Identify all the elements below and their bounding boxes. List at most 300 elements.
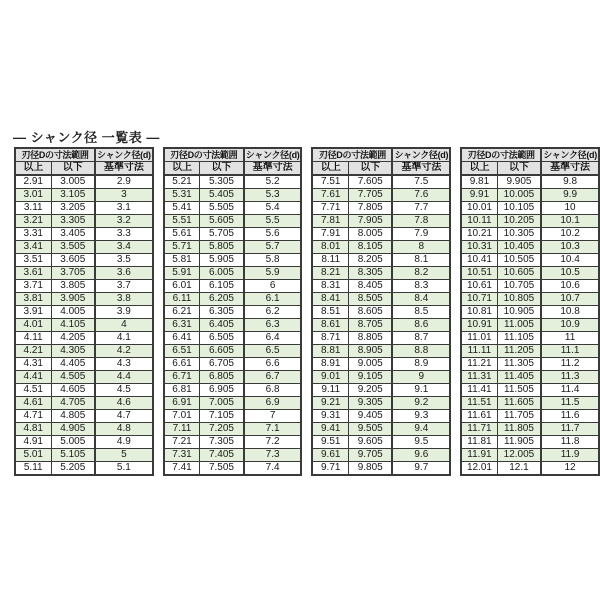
cell-max: 11.005 [497,319,541,332]
cell-standard: 6.7 [244,371,302,384]
cell-standard: 5.6 [244,228,302,241]
shank-size-table-1 [14,147,154,476]
cell-max: 8.905 [348,345,392,358]
table-row [461,423,599,436]
cell-standard: 9.4 [392,423,450,436]
cell-standard: 3.5 [95,254,153,267]
cell-max: 6.705 [200,358,244,371]
cell-max: 10.405 [497,241,541,254]
cell-standard: 6.9 [244,397,302,410]
table-row [461,397,599,410]
cell-min: 11.41 [461,384,497,397]
table-row [164,306,302,319]
cell-max: 10.005 [497,189,541,202]
table-row [461,293,599,306]
cell-max: 8.805 [348,332,392,345]
cell-min: 8.71 [312,332,348,345]
table-row [15,423,153,436]
table-row [461,436,599,449]
header-min: 以上 [461,162,497,176]
cell-standard: 5.9 [244,267,302,280]
cell-standard: 11.4 [541,384,599,397]
cell-max: 4.205 [51,332,95,345]
header-max: 以下 [200,162,244,176]
cell-standard: 5.4 [244,202,302,215]
table-row [312,306,450,319]
cell-max: 4.905 [51,423,95,436]
header-range-group: 刃径Dの寸法範囲 [312,148,392,162]
cell-max: 5.605 [200,215,244,228]
table-row [164,371,302,384]
cell-max: 5.005 [51,436,95,449]
cell-max: 6.305 [200,306,244,319]
cell-min: 9.01 [312,371,348,384]
cell-standard: 7.4 [244,462,302,476]
cell-max: 4.705 [51,397,95,410]
header-group-row [15,148,153,162]
cell-standard: 4.8 [95,423,153,436]
table-row [312,449,450,462]
cell-min: 6.71 [164,371,200,384]
cell-standard: 3.9 [95,306,153,319]
cell-min: 10.61 [461,280,497,293]
cell-min: 9.41 [312,423,348,436]
cell-max: 7.105 [200,410,244,423]
cell-min: 10.11 [461,215,497,228]
table-row [164,202,302,215]
cell-max: 6.405 [200,319,244,332]
cell-max: 11.605 [497,397,541,410]
table-row [461,449,599,462]
header-standard: 基準寸法 [244,162,302,176]
cell-min: 6.91 [164,397,200,410]
table-row [164,462,302,476]
header-shank-group: シャンク径(d) [245,149,300,160]
cell-standard: 6.8 [244,384,302,397]
header-standard: 基準寸法 [541,162,599,176]
table-row [312,436,450,449]
table-row [461,267,599,280]
table-row [461,306,599,319]
cell-min: 6.61 [164,358,200,371]
cell-min: 4.31 [15,358,51,371]
table-row [15,397,153,410]
table-row [312,319,450,332]
cell-min: 10.21 [461,228,497,241]
header-range-group: 刃径Dの寸法範囲 [461,148,541,162]
cell-standard: 10.9 [541,319,599,332]
cell-max: 9.905 [497,175,541,189]
header-sub-row [461,162,599,176]
cell-min: 3.01 [15,189,51,202]
cell-max: 7.705 [348,189,392,202]
cell-max: 3.805 [51,280,95,293]
table-row [15,175,153,189]
cell-standard: 6.5 [244,345,302,358]
cell-standard: 7.9 [392,228,450,241]
cell-standard: 10.6 [541,280,599,293]
cell-min: 8.21 [312,267,348,280]
header-min: 以上 [312,162,348,176]
cell-max: 5.705 [200,228,244,241]
cell-min: 11.21 [461,358,497,371]
table-row [164,410,302,423]
table-row [164,358,302,371]
cell-min: 4.51 [15,384,51,397]
cell-standard: 11.2 [541,358,599,371]
cell-min: 9.91 [461,189,497,202]
cell-max: 10.105 [497,202,541,215]
cell-standard: 8 [392,241,450,254]
cell-max: 3.305 [51,215,95,228]
cell-min: 6.81 [164,384,200,397]
cell-standard: 6.4 [244,332,302,345]
table-row [461,189,599,202]
cell-standard: 9.7 [392,462,450,476]
table-row [15,449,153,462]
cell-standard: 8.5 [392,306,450,319]
table-row [15,462,153,476]
cell-standard: 11.8 [541,436,599,449]
table-row [312,280,450,293]
cell-max: 6.105 [200,280,244,293]
cell-standard: 9.9 [541,189,599,202]
table-row [312,397,450,410]
cell-max: 3.905 [51,293,95,306]
cell-max: 9.005 [348,358,392,371]
cell-min: 3.71 [15,280,51,293]
cell-standard: 8.2 [392,267,450,280]
table-row [461,202,599,215]
cell-max: 5.505 [200,202,244,215]
shank-size-table-3 [311,147,451,476]
cell-max: 6.505 [200,332,244,345]
cell-min: 4.11 [15,332,51,345]
cell-min: 5.11 [15,462,51,476]
cell-standard: 11.5 [541,397,599,410]
cell-min: 4.61 [15,397,51,410]
header-shank-group: シャンク径(d) [97,149,151,160]
table-row [461,254,599,267]
cell-min: 3.51 [15,254,51,267]
cell-standard: 11.1 [541,345,599,358]
cell-min: 11.81 [461,436,497,449]
tables-row [14,147,600,476]
header-shank-group: シャンク径(d) [543,149,597,160]
cell-min: 4.91 [15,436,51,449]
cell-max: 3.105 [51,189,95,202]
cell-min: 5.61 [164,228,200,241]
cell-min: 6.01 [164,280,200,293]
cell-max: 8.005 [348,228,392,241]
cell-max: 8.605 [348,306,392,319]
cell-standard: 10.4 [541,254,599,267]
cell-min: 5.41 [164,202,200,215]
cell-max: 9.505 [348,423,392,436]
cell-standard: 7.3 [244,449,302,462]
cell-min: 11.01 [461,332,497,345]
cell-min: 11.11 [461,345,497,358]
cell-standard: 8.1 [392,254,450,267]
cell-standard: 3.3 [95,228,153,241]
table-row [461,332,599,345]
cell-standard: 3.2 [95,215,153,228]
cell-max: 6.605 [200,345,244,358]
cell-min: 2.91 [15,175,51,189]
cell-min: 3.21 [15,215,51,228]
cell-standard: 8.8 [392,345,450,358]
cell-min: 5.81 [164,254,200,267]
table-row [461,371,599,384]
cell-max: 11.405 [497,371,541,384]
cell-max: 9.605 [348,436,392,449]
cell-max: 12.1 [497,462,541,476]
table-row [312,384,450,397]
cell-standard: 11.7 [541,423,599,436]
cell-min: 10.81 [461,306,497,319]
table-row [164,345,302,358]
table-row [164,254,302,267]
table-row [461,358,599,371]
cell-max: 7.305 [200,436,244,449]
cell-min: 8.81 [312,345,348,358]
cell-max: 11.105 [497,332,541,345]
cell-min: 4.01 [15,319,51,332]
cell-max: 7.605 [348,175,392,189]
cell-min: 10.31 [461,241,497,254]
cell-max: 9.805 [348,462,392,476]
cell-max: 9.205 [348,384,392,397]
cell-min: 9.81 [461,175,497,189]
cell-standard: 8.6 [392,319,450,332]
cell-standard: 5.8 [244,254,302,267]
cell-max: 5.405 [200,189,244,202]
table-row [15,371,153,384]
cell-min: 10.01 [461,202,497,215]
table-row [312,175,450,189]
cell-min: 12.01 [461,462,497,476]
table-row [461,319,599,332]
table-row [312,254,450,267]
table-row [15,410,153,423]
header-sub-row [164,162,302,176]
cell-max: 4.405 [51,358,95,371]
cell-min: 8.51 [312,306,348,319]
header-group-row [461,148,599,162]
table-row [164,332,302,345]
table-row [312,202,450,215]
cell-standard: 6 [244,280,302,293]
cell-min: 7.91 [312,228,348,241]
cell-standard: 9.3 [392,410,450,423]
cell-max: 9.405 [348,410,392,423]
cell-max: 5.305 [200,175,244,189]
cell-standard: 11.6 [541,410,599,423]
cell-min: 3.91 [15,306,51,319]
table-row [164,319,302,332]
cell-max: 3.605 [51,254,95,267]
table-row [312,371,450,384]
page-title: — シャンク径 一覧表 — [13,130,160,145]
cell-standard: 4.7 [95,410,153,423]
header-standard: 基準寸法 [392,162,450,176]
table-row [15,345,153,358]
cell-standard: 3.4 [95,241,153,254]
cell-min: 10.71 [461,293,497,306]
cell-min: 7.71 [312,202,348,215]
table-row [15,228,153,241]
table-row [164,228,302,241]
cell-min: 8.91 [312,358,348,371]
cell-standard: 4.9 [95,436,153,449]
cell-min: 5.51 [164,215,200,228]
cell-max: 8.105 [348,241,392,254]
cell-standard: 6.2 [244,306,302,319]
cell-standard: 4.2 [95,345,153,358]
table-row [164,267,302,280]
cell-min: 10.51 [461,267,497,280]
cell-min: 11.51 [461,397,497,410]
cell-min: 11.71 [461,423,497,436]
table-row [164,436,302,449]
cell-standard: 10 [541,202,599,215]
cell-max: 5.805 [200,241,244,254]
cell-standard: 9.1 [392,384,450,397]
cell-standard: 5.1 [95,462,153,476]
table-row [15,306,153,319]
cell-standard: 2.9 [95,175,153,189]
cell-max: 7.505 [200,462,244,476]
cell-max: 8.705 [348,319,392,332]
cell-max: 6.205 [200,293,244,306]
table-row [312,293,450,306]
cell-max: 12.005 [497,449,541,462]
cell-min: 8.31 [312,280,348,293]
cell-standard: 7.8 [392,215,450,228]
cell-standard: 4 [95,319,153,332]
cell-standard: 10.3 [541,241,599,254]
cell-min: 3.41 [15,241,51,254]
table-row [312,358,450,371]
cell-min: 5.71 [164,241,200,254]
cell-min: 9.71 [312,462,348,476]
table-row [312,332,450,345]
table-row [312,345,450,358]
header-sub-row [15,162,153,176]
cell-max: 3.505 [51,241,95,254]
cell-min: 5.01 [15,449,51,462]
cell-min: 6.31 [164,319,200,332]
cell-max: 6.005 [200,267,244,280]
cell-min: 5.31 [164,189,200,202]
cell-standard: 3.6 [95,267,153,280]
table-row [461,228,599,241]
cell-max: 3.405 [51,228,95,241]
cell-standard: 8.4 [392,293,450,306]
cell-standard: 4.6 [95,397,153,410]
header-max: 以下 [348,162,392,176]
table-row [164,280,302,293]
cell-min: 3.11 [15,202,51,215]
table-row [164,293,302,306]
cell-max: 7.005 [200,397,244,410]
cell-standard: 11.9 [541,449,599,462]
cell-min: 9.11 [312,384,348,397]
cell-min: 6.21 [164,306,200,319]
cell-max: 3.705 [51,267,95,280]
cell-min: 7.21 [164,436,200,449]
table-row [164,215,302,228]
cell-standard: 3.1 [95,202,153,215]
cell-standard: 6.1 [244,293,302,306]
table-row [164,449,302,462]
cell-max: 4.805 [51,410,95,423]
header-min: 以上 [15,162,51,176]
cell-standard: 9.2 [392,397,450,410]
cell-standard: 7.2 [244,436,302,449]
cell-min: 7.01 [164,410,200,423]
cell-min: 4.71 [15,410,51,423]
table-row [15,293,153,306]
cell-max: 9.305 [348,397,392,410]
cell-max: 5.205 [51,462,95,476]
cell-standard: 3.7 [95,280,153,293]
cell-standard: 5.5 [244,215,302,228]
cell-max: 8.505 [348,293,392,306]
cell-max: 10.205 [497,215,541,228]
cell-min: 7.31 [164,449,200,462]
table-row [15,436,153,449]
header-range-group: 刃径Dの寸法範囲 [164,148,244,162]
cell-standard: 10.2 [541,228,599,241]
cell-min: 11.61 [461,410,497,423]
cell-max: 5.905 [200,254,244,267]
table-row [312,241,450,254]
cell-standard: 3.8 [95,293,153,306]
table-row [461,384,599,397]
table-row [15,241,153,254]
table-row [461,462,599,476]
cell-standard: 8.9 [392,358,450,371]
table-row [312,228,450,241]
table-row [15,189,153,202]
table-row [164,189,302,202]
cell-max: 3.005 [51,175,95,189]
cell-max: 11.205 [497,345,541,358]
cell-max: 4.105 [51,319,95,332]
cell-min: 7.51 [312,175,348,189]
header-standard: 基準寸法 [95,162,153,176]
table-row [164,397,302,410]
cell-min: 6.41 [164,332,200,345]
shank-size-table-2 [163,147,303,476]
cell-standard: 4.5 [95,384,153,397]
cell-min: 7.61 [312,189,348,202]
cell-max: 9.105 [348,371,392,384]
cell-min: 3.61 [15,267,51,280]
cell-standard: 9.5 [392,436,450,449]
cell-standard: 12 [541,462,599,476]
cell-min: 6.11 [164,293,200,306]
cell-min: 10.91 [461,319,497,332]
table-row [312,189,450,202]
cell-min: 4.21 [15,345,51,358]
cell-standard: 7 [244,410,302,423]
cell-standard: 11.3 [541,371,599,384]
cell-max: 10.605 [497,267,541,280]
cell-standard: 7.5 [392,175,450,189]
table-row [15,319,153,332]
